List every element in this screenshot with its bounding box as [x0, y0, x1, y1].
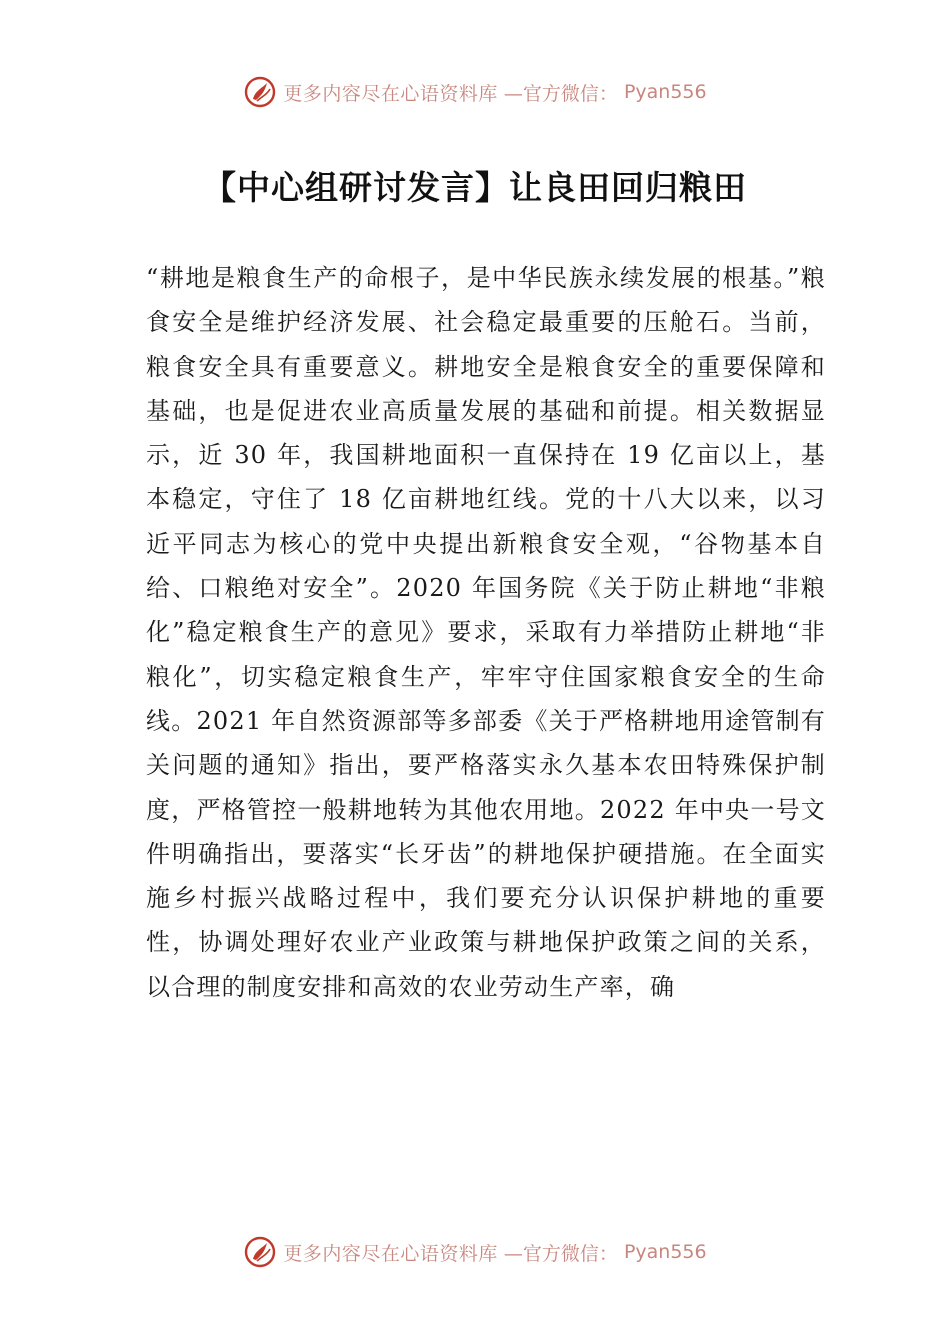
- footer-watermark: [0, 1230, 950, 1274]
- watermark-wechat-id: Pyan556: [623, 1241, 707, 1263]
- watermark-separator: —官方微信：: [503, 82, 618, 105]
- watermark-separator: —官方微信：: [503, 1242, 618, 1265]
- document-title: 【中心组研讨发言】让良田回归粮田: [203, 168, 747, 207]
- watermark-text: 更多内容尽在心语资料库: [283, 82, 498, 105]
- document-body: “耕地是粮食生产的命根子，是中华民族永续发展的根基。”粮食安全是维护经济发展、社会稳定最重要的压舱石。当前，粮食安全具有重要意义。耕地安全是粮食安全的重要保障和基础，也是促进农业高质量发展的基础和前提。相关数据显示，近 30 年，我国耕地面积一直保持在 19 亿亩以上，基本稳定，守住了 18 亿亩耕地红线。党的十八大以来，以习近平同志为核心的党中央提出新粮食安全观，“谷物基本自给、口粮绝对安全”。2020 年国务院《关于防止耕地“非粮化”稳定粮食生产的意见》要求，采取有力举措防止耕地“非粮化”，切实稳定粮食生产，牢牢守住国家粮食安全的生命线。2021 年自然资源部等多部委《关于严格耕地用途管制有关问题的通知》指出，要严格落实永久基本农田特殊保护制度，严格管控一般耕地转为其他农用地。2022 年中央一号文件明确指出，要落实“长牙齿”的耕地保护硬措施。在全面实施乡村振兴战略过程中，我们要充分认识保护耕地的重要性，协调处理好农业产业政策与耕地保护政策之间的关系，以合理的制度安排和高效的农业劳动生产率，确: [146, 264, 826, 1001]
- watermark-wechat-id: Pyan556: [623, 81, 707, 103]
- watermark-text: 更多内容尽在心语资料库: [283, 1242, 498, 1265]
- red-flame-logo-icon: [243, 75, 277, 109]
- red-flame-logo-icon: [243, 1235, 277, 1269]
- header-watermark: [0, 70, 950, 114]
